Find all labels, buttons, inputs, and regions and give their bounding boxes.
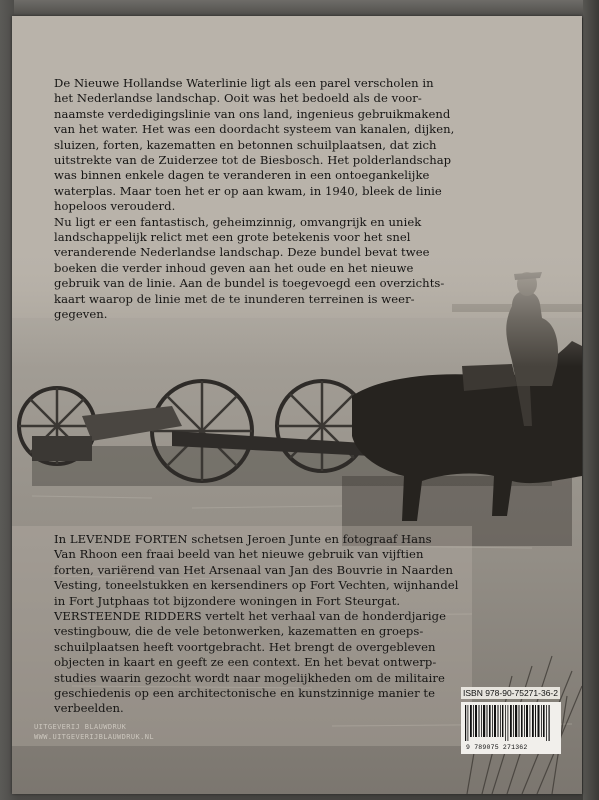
publisher-name: UITGEVERIJ BLAUWDRUK bbox=[34, 723, 127, 731]
cover-text-intro: De Nieuwe Hollandse Waterlinie ligt als een parel verscholen in het Nederlandse landschap. Ooit was het bedoeld als de voor- naamste verdedigingslinie van ons land, ingenieus gebruikmakend van het water. Het was een doordacht systeem van kanalen, dijken, sluizen, forten, kazematten en betonnen schuilplaatsen, dat zich uitstrekte van de Zuiderzee tot de Biesbosch. Het polderlandschap was binnen enkele dagen te veranderen in een ontoegankelijke waterplas. Maar toen het er op aan kwam, in 1940, bleek de linie hopeloos verouderd. Nu ligt er een fantastisch, geheimzinnig, omvangrijk en uniek landschappelijk relict met een grote betekenis voor het snel veranderende Nederlandse landschap. Deze bundel bevat twee boeken die verder inhoud geven aan het oude en het nieuwe gebruik van de linie. Aan de bundel is toegevoegd een overzichts- kaart waarop de linie met de te inunderen terreinen is weer- gegeven. bbox=[54, 76, 455, 322]
publisher-website: WWW.UITGEVERIJBLAUWDRUK.NL bbox=[34, 733, 154, 741]
cover-text-books: In LEVENDE FORTEN schetsen Jeroen Junte en fotograaf Hans Van Rhoon een fraai beeld van het nieuwe gebruik van vijftien forten, variërend van Het Arsenaal van Jan des Bouvrie in Naarden Vesting, toneelstukken en kersendiners op Fort Vechten, wijnhandel in Fort Jutphaas tot bijzondere woningen in Fort Steurgat. VERSTEENDE RIDDERS vertelt het verhaal van de honderdjarige vestingbouw, die de vele betonwerken, kazematten en groeps- schuilplaatsen heeft voortgebracht. Het brengt de overgebleven objecten in kaart en geeft ze een context. En het bevat ontwerp- studies waarin gezocht wordt naar mogelijkheden om de militaire geschiedenis op een architectonische en kunstzinnige manier te verbeelden. bbox=[54, 532, 459, 716]
slipcase-right-edge bbox=[583, 0, 599, 800]
book-back-cover bbox=[12, 16, 582, 794]
barcode-bars-icon bbox=[461, 702, 561, 742]
publisher-imprint bbox=[34, 722, 154, 742]
isbn-label: ISBN 978-90-75271-36-2 bbox=[463, 688, 558, 698]
barcode-digits: 9 789075 271362 bbox=[466, 744, 528, 751]
